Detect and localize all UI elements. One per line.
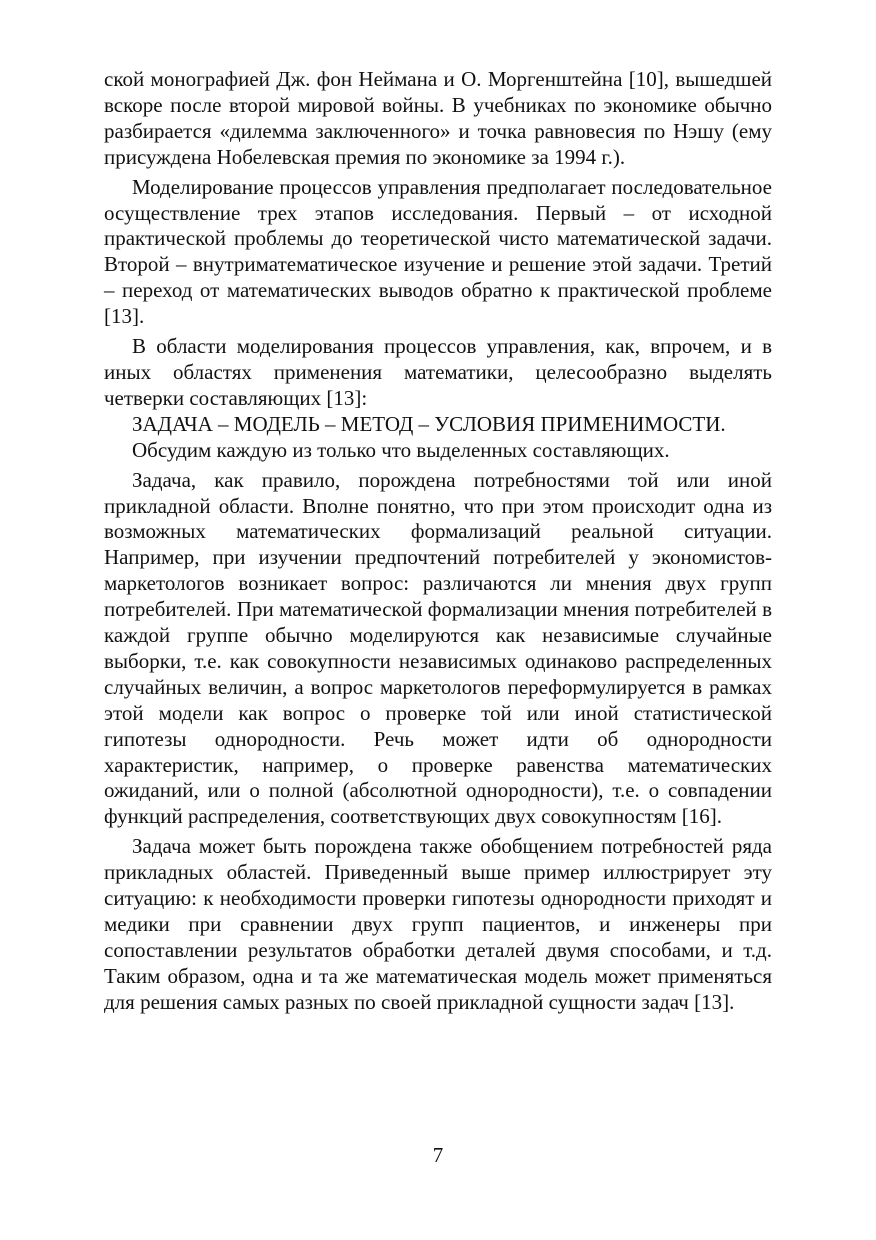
paragraph-discussion-intro: Обсудим каждую из только что выделенных составляющих.	[132, 437, 670, 462]
paragraph-component-list: ЗАДАЧА – МОДЕЛЬ – МЕТОД – УСЛОВИЯ ПРИМЕНИМОСТИ.	[132, 411, 726, 436]
document-body	[104, 67, 772, 1016]
paragraph-task-origin: Задача, как правило, порождена потребностями той или иной прикладной области. Вполне понятно, что при этом происходит одна из возможных математических формализаций реальной ситуации. Например, при изучении предпочтений потребителей у экономистов-маркетологов возникает вопрос: различаются ли мнения двух групп потребителей. При математической формализации мнения потребителей в каждой группе обычно моделируются как независимые случайные выборки, т.е. как совокупности независимых одинаково распределенных случайных величин, а вопрос маркетологов переформулируется в рамках этой модели как вопрос о проверке той или иной статистической гипотезы однородности. Речь может идти об однородности характеристик, например, о проверке равенства математических ожиданий, или о полной (абсолютной однородности), т.е. о совпадении функций распределения, соответствующих двух совокупностям [16].	[104, 467, 772, 829]
paragraph-components: В области моделирования процессов управления, как, впрочем, и в иных областях применения математики, целесообразно выделять четверки составляющих [13]:	[104, 334, 772, 410]
paragraph-modeling-stages: Моделирование процессов управления предполагает последовательное осуществление трех этапов исследования. Первый – от исходной практической проблемы до теоретической чисто математической задачи. Второй – внутриматематическое изучение и решение этой задачи. Третий – переход от математических выводов обратно к практической проблеме [13].	[104, 174, 772, 329]
paragraph-continuation: ской монографией Дж. фон Неймана и О. Моргенштейна [10], вышедшей вскоре после второй мировой войны. В учебниках по экономике обычно разбирается «дилемма заключенного» и точка равновесия по Нэшу (ему присуждена Нобелевская премия по экономике за 1994 г.).	[104, 67, 772, 169]
page-number: 7	[432, 1143, 444, 1167]
paragraph-task-generalization: Задача может быть порождена также обобщением потребностей ряда прикладных областей. Приведенный выше пример иллюстрирует эту ситуацию: к необходимости проверки гипотезы однородности приходят и медики при сравнении двух групп пациентов, и инженеры при сопоставлении результатов обработки деталей двумя способами, и т.д. Таким образом, одна и та же математическая модель может применяться для решения самых разных по своей прикладной сущности задач [13].	[104, 834, 772, 1014]
